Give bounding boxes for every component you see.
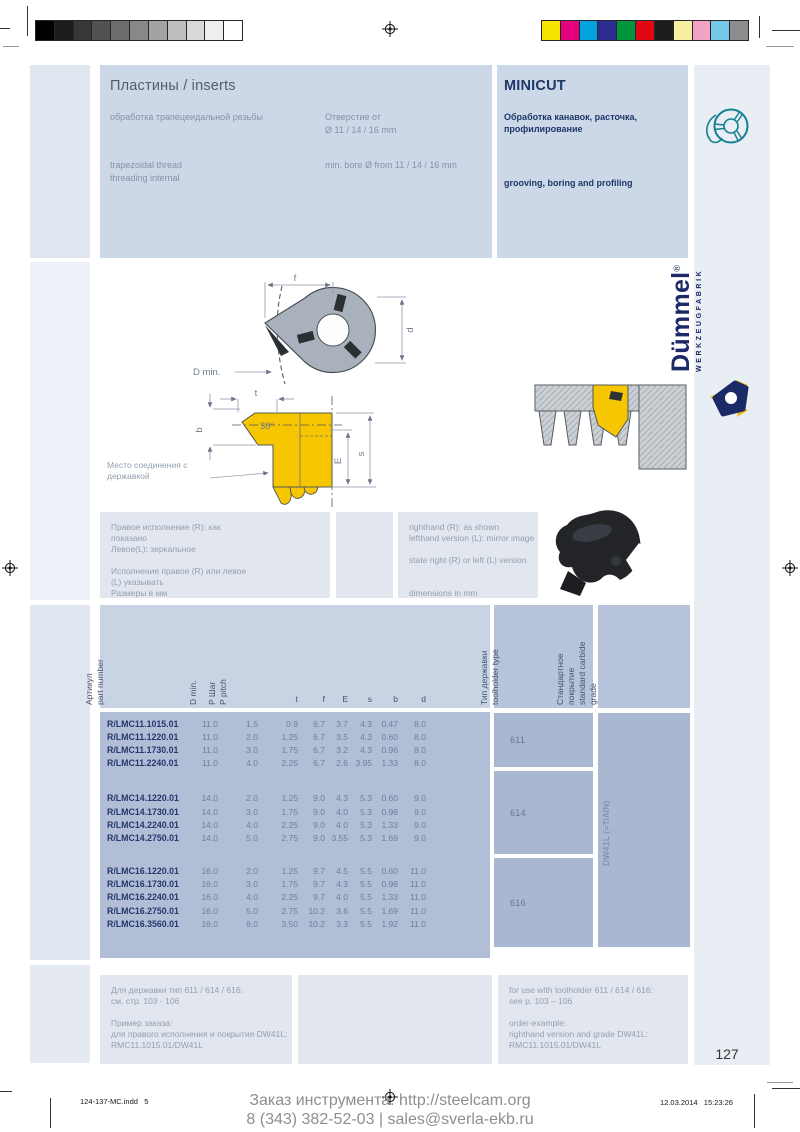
right-margin-strip [694, 65, 770, 1065]
column-header: E [342, 694, 348, 704]
table-row [100, 757, 490, 770]
version-note-en [398, 512, 538, 598]
cell-value: 4.3 [360, 731, 372, 742]
column-header: t [295, 694, 298, 704]
cell-value: 5.5 [360, 918, 372, 929]
cell-value: 4.3 [360, 718, 372, 729]
column-header: b [393, 694, 398, 704]
calibration-swatch [35, 20, 55, 41]
registration-mark [2, 560, 18, 576]
text-line: righthand (R): as shown [409, 522, 500, 532]
text-line: RMC11.1015.01/DW41L [111, 1040, 203, 1050]
cell-value: 6.0 [246, 918, 258, 929]
text-line: Правое исполнение (R): как [111, 522, 221, 532]
crop-mark [759, 16, 760, 38]
svg-text:d: d [405, 327, 416, 333]
calibration-swatch [692, 20, 712, 41]
svg-text:E: E [333, 457, 344, 465]
cell-value: 3.50 [281, 918, 298, 929]
cell-value: 9.7 [313, 892, 325, 903]
bore-label-en: min. bore Ø from 11 / 14 / 16 mm [325, 160, 457, 170]
calibration-swatch [186, 20, 206, 41]
cell-value: 4.3 [336, 793, 348, 804]
machining-subtitle-en-2: threading internal [110, 173, 180, 183]
cell-value: 1.92 [381, 918, 398, 929]
cell-value: 1.5 [246, 718, 258, 729]
calibration-swatch [129, 20, 149, 41]
dmin-header: D min. [188, 680, 198, 705]
table-group [100, 792, 490, 845]
cell-value: 4.3 [360, 744, 372, 755]
calibration-swatch [673, 20, 693, 41]
cell-value: 0.60 [381, 731, 398, 742]
cell-value: 3.2 [336, 744, 348, 755]
cell-value: 0.96 [381, 879, 398, 890]
text-line: показано [111, 533, 147, 543]
calibration-swatch [616, 20, 636, 41]
cell-part-number: R/LMC16.1730.01 [107, 879, 179, 890]
cell-value: 2.0 [246, 793, 258, 804]
text-line [409, 577, 538, 588]
text-line: см. стр. 103 - 106 [111, 996, 180, 1006]
calibration-swatch [635, 20, 655, 41]
svg-text:t: t [254, 388, 258, 399]
brand-name: Dümmel® [667, 264, 695, 372]
table-row [100, 831, 490, 844]
series-desc-ru-1: Обработка канавок, расточка, [504, 112, 637, 122]
cell-value: 11.0 [410, 892, 426, 903]
cell-value: 2.6 [336, 758, 348, 769]
cell-value: 5.5 [360, 905, 372, 916]
calibration-swatch [541, 20, 561, 41]
cell-value: 11.0 [202, 744, 218, 755]
series-title: MINICUT [504, 78, 566, 94]
carbide-grade-value: DW41L (=TiAlN) [601, 800, 611, 866]
cell-value: 1.33 [381, 758, 398, 769]
cell-value: 3.95 [355, 758, 372, 769]
text-line [409, 544, 538, 555]
cell-value: 5.5 [360, 892, 372, 903]
cell-value: 16.0 [201, 918, 218, 929]
text-line: покрытие [566, 667, 576, 705]
cell-value: 4.0 [336, 892, 348, 903]
crop-mark [767, 1082, 793, 1083]
series-desc-ru-2: профилирование [504, 124, 583, 134]
cell-value: 3.5 [336, 731, 348, 742]
text-line: Стандартное [555, 653, 565, 705]
footnote-en-text [498, 975, 688, 1051]
calibration-swatch [729, 20, 749, 41]
cell-value: 9.0 [313, 832, 325, 843]
table-row [100, 730, 490, 743]
cell-value: 16.0 [201, 892, 218, 903]
text-line: order-example: [509, 1018, 567, 1028]
text-line: Место соединения с [107, 460, 188, 470]
crop-mark [27, 6, 28, 36]
text-line: 8 (343) 382-52-03 | sales@sverla-ekb.ru [246, 1110, 534, 1128]
text-line: lefthand version (L): mirror image [409, 533, 535, 543]
crop-mark [50, 1098, 51, 1128]
cell-value: 0.47 [381, 718, 398, 729]
calibration-swatch [223, 20, 243, 41]
table-row [100, 878, 490, 891]
cell-value: 1.75 [281, 744, 298, 755]
left-margin-strip [30, 262, 90, 600]
text-line: Пример заказа: [111, 1018, 173, 1028]
calibration-swatch [204, 20, 224, 41]
table-row [100, 717, 490, 730]
cell-value: 5.3 [360, 819, 372, 830]
cell-value: 4.0 [246, 819, 258, 830]
cell-value: 1.75 [281, 879, 298, 890]
toolholder-type-value: 616 [510, 897, 526, 908]
toolholder-type-value: 614 [510, 807, 526, 818]
series-panel [497, 65, 688, 258]
cell-value: 8.0 [414, 758, 426, 769]
series-desc-en: grooving, boring and profiling [504, 178, 633, 188]
cell-value: 14.0 [201, 806, 218, 817]
cell-value: 9.7 [313, 879, 325, 890]
cell-part-number: R/LMC16.2240.01 [107, 892, 179, 903]
cell-part-number: R/LMC14.2750.01 [107, 832, 179, 843]
text-line: for use with toolholder 611 / 614 / 616: [509, 985, 653, 995]
cell-value: 5.0 [246, 905, 258, 916]
spacer-block [336, 512, 393, 598]
cell-value: 4.0 [246, 758, 258, 769]
footnote-ru-text [100, 975, 292, 1051]
cell-value: 9.0 [313, 819, 325, 830]
cell-value: 10.2 [308, 918, 325, 929]
cell-value: 9.0 [414, 793, 426, 804]
calibration-swatch [148, 20, 168, 41]
svg-text:f: f [293, 273, 297, 284]
text-line: see p. 103 – 106 [509, 996, 573, 1006]
carbide-grade-header [555, 642, 599, 705]
machining-subtitle-ru: обработка трапецеидальной резьбы [110, 112, 263, 122]
text-line: righthand version and grade DW41L: [509, 1029, 648, 1039]
table-row [100, 917, 490, 930]
crop-mark [754, 1094, 755, 1128]
cell-value: 0.60 [381, 793, 398, 804]
header-panel [100, 65, 492, 258]
calibration-swatch [710, 20, 730, 41]
svg-text:D min.: D min. [193, 367, 221, 378]
cell-value: 0.9 [286, 718, 298, 729]
crop-mark [766, 46, 794, 47]
cell-value: 4.0 [246, 892, 258, 903]
cell-value: 8.0 [414, 718, 426, 729]
cell-value: 14.0 [201, 793, 218, 804]
cell-value: 8.0 [414, 731, 426, 742]
footnote-en [498, 975, 688, 1064]
crop-mark [772, 1088, 800, 1089]
text-line: Исполнение правое (R) или левое [111, 566, 247, 576]
cell-value: 2.0 [246, 731, 258, 742]
cell-value: 4.5 [336, 866, 348, 877]
cell-value: 11.0 [202, 718, 218, 729]
cell-part-number: R/LMC11.1015.01 [107, 718, 179, 729]
registration-mark [382, 21, 398, 37]
cell-value: 3.6 [336, 905, 348, 916]
cell-value: 0.96 [381, 744, 398, 755]
cell-value: 9.0 [414, 819, 426, 830]
svg-text:s: s [356, 451, 367, 457]
text-line: standard carbide [577, 641, 587, 705]
cell-part-number: R/LMC16.2750.01 [107, 905, 179, 916]
cell-value: 14.0 [201, 832, 218, 843]
cell-part-number: R/LMC11.1730.01 [107, 744, 179, 755]
joint-note [107, 460, 187, 482]
cell-value: 6.7 [313, 758, 325, 769]
text-line: (L) указывать [111, 577, 164, 587]
cell-value: 4.0 [336, 806, 348, 817]
cell-value: 2.75 [281, 832, 298, 843]
cell-value: 1.69 [381, 832, 398, 843]
cell-value: 1.25 [281, 866, 298, 877]
toolholder-type-cell [494, 713, 593, 767]
calibration-swatch [579, 20, 599, 41]
brand-logo [665, 265, 703, 372]
cell-value: 4.0 [336, 819, 348, 830]
table-row [100, 865, 490, 878]
cell-value: 4.3 [336, 879, 348, 890]
cell-part-number: R/LMC11.2240.01 [107, 758, 179, 769]
text-line: dimensions in mm [409, 588, 478, 598]
text-line: Заказ инструмента: http://steelcam.org [249, 1092, 531, 1109]
table-row [100, 792, 490, 805]
svg-text:b: b [194, 427, 205, 433]
imprint-filename: 124-137-MC.indd 5 [80, 1097, 149, 1106]
crop-mark [772, 30, 800, 31]
color-calibration-bar [542, 20, 749, 41]
imprint-timestamp: 12.03.2014 15:23:26 [660, 1098, 733, 1107]
toolholder-type-column [494, 713, 593, 947]
bore-label-ru: Отверстие от [325, 112, 381, 122]
cell-value: 2.75 [281, 905, 298, 916]
calibration-swatch [597, 20, 617, 41]
column-header: d [421, 694, 426, 704]
cell-value: 11.0 [410, 905, 426, 916]
grade-header-panel [598, 605, 690, 708]
insert-profile-drawing [180, 386, 408, 526]
cell-value: 5.5 [360, 866, 372, 877]
table-group [100, 865, 490, 931]
machining-subtitle-en-1: trapezoidal thread [110, 160, 183, 170]
cell-part-number: R/LMC14.2240.01 [107, 819, 179, 830]
spacer-block [298, 975, 492, 1064]
cell-value: 11.0 [202, 758, 218, 769]
cell-value: 5.3 [360, 793, 372, 804]
text-line: state right (R) or left (L) version [409, 555, 527, 565]
left-margin-strip [30, 65, 90, 258]
cell-value: 3.3 [336, 918, 348, 929]
version-note-en-text [398, 512, 538, 599]
cell-value: 9.0 [313, 806, 325, 817]
left-margin-strip [30, 965, 90, 1063]
column-header: f [322, 694, 325, 704]
cell-value: 2.25 [281, 758, 298, 769]
cell-value: 6.7 [313, 744, 325, 755]
calibration-swatch [167, 20, 187, 41]
value-headers-row [100, 690, 497, 704]
cell-value: 2.25 [281, 892, 298, 903]
text-line: Для державки тип 611 / 614 / 616: [111, 985, 243, 995]
minicut-insert-icon [701, 104, 753, 150]
cell-part-number: R/LMC11.1220.01 [107, 731, 179, 742]
insert-top-view-drawing [185, 266, 425, 394]
cell-part-number: R/LMC14.1730.01 [107, 806, 179, 817]
column-header: s [367, 694, 372, 704]
table-row [100, 904, 490, 917]
cell-value: 5.0 [246, 832, 258, 843]
crop-mark [0, 1091, 12, 1092]
cell-value: 1.33 [381, 892, 398, 903]
cell-value: 11.0 [202, 731, 218, 742]
toolholder-type-value: 611 [510, 735, 526, 745]
duemmel-logo-mark [710, 380, 750, 418]
reseller-watermark [155, 1092, 625, 1129]
cell-value: 11.0 [410, 879, 426, 890]
bore-value: Ø 11 / 14 / 16 mm [325, 125, 397, 135]
cell-part-number: R/LMC14.1220.01 [107, 793, 179, 804]
cell-value: 0.60 [381, 866, 398, 877]
text-line: toolholder type [490, 649, 500, 705]
calibration-swatch [110, 20, 130, 41]
cell-value: 16.0 [201, 866, 218, 877]
brand-subtitle: WERKZEUGFABRIK [696, 268, 703, 372]
calibration-swatch [73, 20, 93, 41]
text-line: Размеры в мм [111, 588, 168, 598]
calibration-swatch [54, 20, 74, 41]
calibration-swatch [654, 20, 674, 41]
text-line: part number [95, 659, 105, 705]
version-note-ru [100, 512, 330, 598]
table-row [100, 805, 490, 818]
left-margin-strip [30, 605, 90, 960]
footnote-ru [100, 975, 292, 1064]
text-line: P Шаг [207, 681, 217, 705]
version-note-ru-text [100, 512, 330, 599]
page-number: 127 [715, 1046, 739, 1062]
cell-value: 16.0 [201, 905, 218, 916]
toolholder-type-cell [494, 858, 593, 947]
text-line: державкой [107, 471, 150, 481]
thread-cross-section-drawing [533, 383, 691, 479]
cell-value: 8.0 [414, 744, 426, 755]
cell-value: 16.0 [201, 879, 218, 890]
cell-value: 1.25 [281, 731, 298, 742]
table-row [100, 743, 490, 756]
text-line [409, 566, 538, 577]
cell-value: 6.7 [313, 718, 325, 729]
text-line: grade [588, 683, 598, 705]
table-group [100, 712, 490, 770]
text-line [111, 555, 330, 566]
cell-value: 11.0 [410, 866, 426, 877]
cell-value: 5.3 [360, 806, 372, 817]
text-line: Левое(L): зеркальное [111, 544, 196, 554]
table-row [100, 818, 490, 831]
cell-value: 11.0 [410, 918, 426, 929]
text-line: P pitch [218, 679, 228, 705]
crop-mark [3, 46, 19, 47]
cell-value: 3.0 [246, 744, 258, 755]
cell-value: 3.7 [336, 718, 348, 729]
cell-value: 9.0 [414, 832, 426, 843]
calibration-swatch [91, 20, 111, 41]
cell-value: 5.5 [360, 879, 372, 890]
grayscale-calibration-bar [36, 20, 243, 41]
insert-photo [548, 503, 648, 597]
cell-value: 5.3 [360, 832, 372, 843]
cell-part-number: R/LMC16.1220.01 [107, 866, 179, 877]
text-line: Тип державки [479, 650, 489, 705]
svg-text:30°: 30° [260, 421, 275, 432]
registered-trademark: ® [672, 264, 682, 272]
cell-value: 1.75 [281, 806, 298, 817]
calibration-swatch [560, 20, 580, 41]
cell-value: 9.0 [414, 806, 426, 817]
page-title: Пластины / inserts [110, 78, 236, 94]
text-line [509, 1007, 688, 1018]
cell-value: 1.25 [281, 793, 298, 804]
cell-value: 10.2 [308, 905, 325, 916]
cell-value: 2.0 [246, 866, 258, 877]
registration-mark [782, 560, 798, 576]
cell-value: 0.96 [381, 806, 398, 817]
cell-value: 3.55 [331, 832, 348, 843]
cell-value: 9.7 [313, 866, 325, 877]
table-body [100, 712, 490, 958]
text-line: RMC11.1015.01/DW41L [509, 1040, 601, 1050]
cell-value: 9.0 [313, 793, 325, 804]
table-row [100, 891, 490, 904]
cell-value: 1.33 [381, 819, 398, 830]
cell-value: 3.0 [246, 879, 258, 890]
cell-value: 6.7 [313, 731, 325, 742]
cell-value: 1.69 [381, 905, 398, 916]
text-line: Артикул [84, 673, 94, 705]
text-line [111, 1007, 292, 1018]
cell-value: 3.0 [246, 806, 258, 817]
cell-value: 2.25 [281, 819, 298, 830]
crop-mark [0, 28, 10, 29]
cell-value: 14.0 [201, 819, 218, 830]
toolholder-type-cell [494, 771, 593, 854]
text-line: для правого исполнения и покрытия DW41L: [111, 1029, 288, 1039]
cell-part-number: R/LMC16.3560.01 [107, 918, 179, 929]
